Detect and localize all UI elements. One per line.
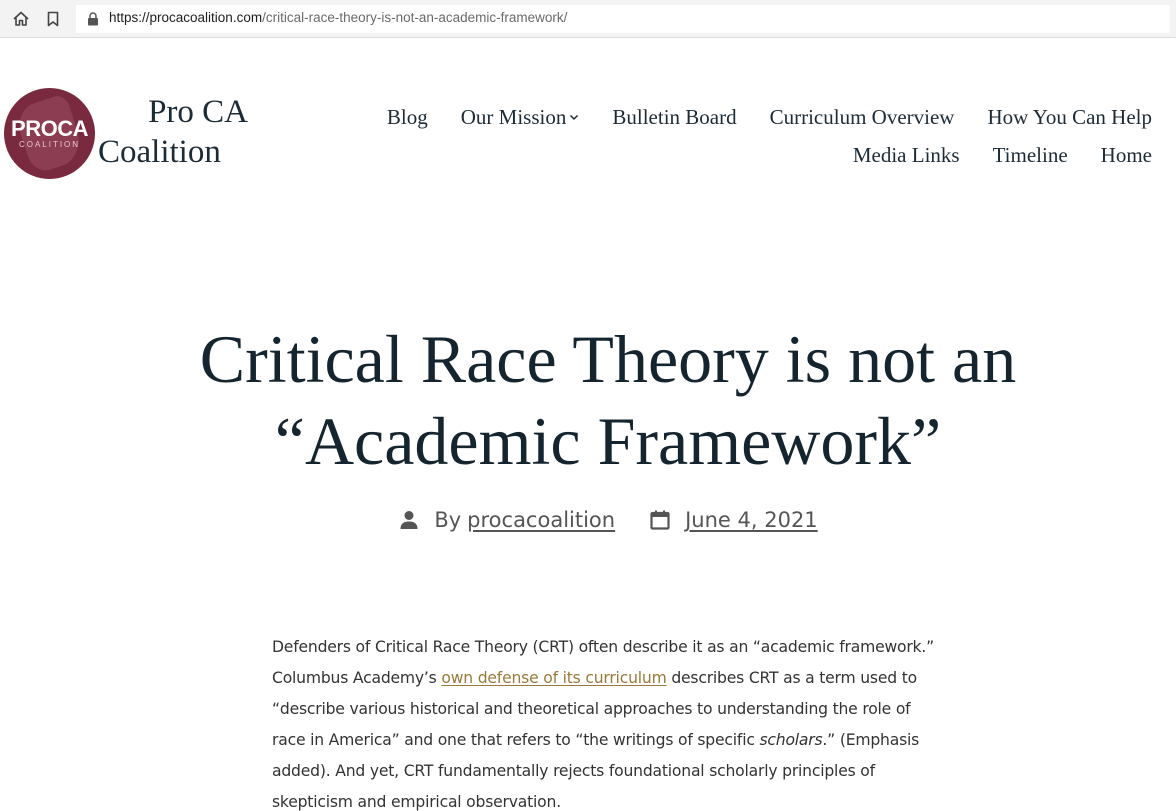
emphasis-scholars: scholars [759,731,823,749]
logo-wordmark: PROCA [11,116,88,141]
post-title-line1: Critical Race Theory is not an [199,321,1017,397]
paragraph-text-a: Defenders of Critical Race Theory (CRT) often describe it as an “academic framework.” Columbus Academy’s [272,638,935,687]
nav-media-links[interactable]: Media Links [852,142,960,167]
nav-home[interactable]: Home [1100,142,1152,167]
url-host: https://procacoalition.com [109,10,263,25]
lock-icon [87,12,99,26]
paragraph [272,632,942,811]
nav-our-mission[interactable] [461,105,580,130]
site-title[interactable] [98,92,248,172]
author-link[interactable]: procacoalition [467,508,616,532]
url-path: /critical-race-theory-is-not-an-academic-framework/ [262,10,568,25]
nav-row-primary [372,98,1152,136]
calendar-icon [649,509,671,531]
person-icon [398,509,420,531]
post-title [0,318,1176,482]
nav-bulletin-board[interactable]: Bulletin Board [612,104,737,129]
by-label: By [434,508,462,532]
main-navigation [372,98,1152,174]
post-meta [0,508,1176,532]
address-bar[interactable] [76,5,1170,33]
curriculum-defense-link[interactable]: own defense of its curriculum [441,669,667,687]
site-title-line1: Pro CA [148,94,248,130]
logo-subtitle: COALITION [18,140,81,149]
paragraph-text-c: .” (Emphasis added). And yet, CRT fundamentally rejects foundational scholarly principles of skepticism and empirical observation. [272,731,920,811]
browser-toolbar [0,0,1176,38]
nav-blog[interactable]: Blog [386,104,428,129]
post-title-line2: “Academic Framework” [274,403,942,479]
nav-our-mission-label: Our Mission [460,104,567,129]
chevron-down-icon[interactable] [569,113,579,121]
nav-how-you-can-help[interactable]: How You Can Help [987,104,1152,129]
date-link[interactable]: June 4, 2021 [685,508,818,532]
nav-timeline[interactable]: Timeline [992,142,1068,167]
paragraph-text-b: describes CRT as a term used to “describe various historical and theoretical approaches to understanding the role of race in America” and one that refers to “the writings of specific [272,669,917,749]
post-date [649,508,818,532]
home-icon[interactable] [11,9,31,29]
nav-curriculum-overview[interactable]: Curriculum Overview [769,104,955,129]
site-title-line2: Coalition [98,134,221,170]
post-author [398,508,615,532]
nav-row-secondary [372,136,1152,174]
site-logo[interactable] [4,88,95,179]
post-content [272,632,942,811]
url-text[interactable] [109,10,567,25]
bookmark-icon[interactable] [43,9,63,29]
